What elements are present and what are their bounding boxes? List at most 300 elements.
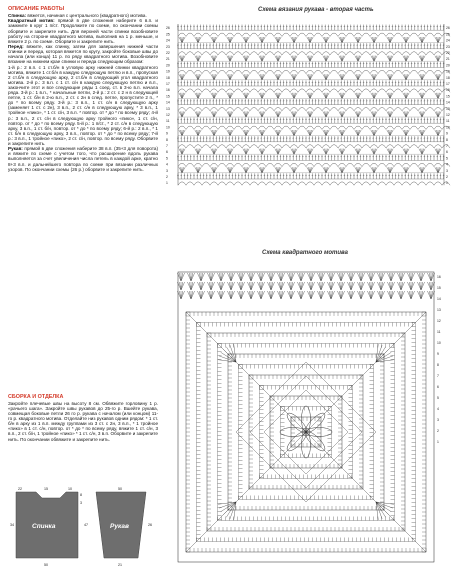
- fan-stitch: [411, 273, 413, 281]
- sleeve-row-number: 21: [166, 57, 170, 62]
- fan-stitch: [371, 291, 375, 299]
- fan-stitch: [249, 282, 251, 290]
- square-row-number: 1: [437, 440, 439, 444]
- fan-stitch: [339, 291, 341, 299]
- square-motif-body: [177, 272, 434, 562]
- fan-stitch: [421, 291, 423, 299]
- fan-stitch: [301, 282, 303, 290]
- square-row-number: 4: [437, 407, 439, 411]
- sleeve-row-number: 5: [446, 156, 448, 161]
- fan-stitch: [267, 291, 271, 299]
- sleeve-row-number: 14: [166, 100, 170, 105]
- sleeve-row-number: 12: [446, 113, 450, 117]
- fan-stitch: [367, 273, 371, 281]
- fan-stitch: [397, 291, 401, 299]
- fan-stitch: [329, 291, 331, 299]
- fan-stitch: [271, 291, 273, 299]
- fan-stitch: [209, 291, 211, 299]
- sleeve-row-number: 14: [446, 100, 450, 105]
- fan-stitch: [219, 273, 221, 281]
- fan-stitch: [221, 273, 223, 281]
- fan-stitch: [421, 282, 423, 290]
- sleeve-row-number: 11: [446, 119, 450, 124]
- fan-stitch: [251, 273, 255, 281]
- dim-9: 21: [118, 563, 122, 567]
- fan-stitch: [247, 282, 251, 290]
- sleeve-row: [178, 130, 444, 136]
- fan-stitch: [387, 291, 391, 299]
- fan-stitch: [401, 273, 405, 281]
- fan-stitch: [237, 282, 241, 290]
- square-row-numbers: [437, 275, 441, 444]
- fan-stitch: [299, 273, 301, 281]
- fan-stitch: [267, 273, 271, 281]
- fan-stitch: [331, 273, 333, 281]
- sleeve-paragraph: [8, 146, 158, 171]
- fan-stitch: [427, 273, 431, 281]
- fan-stitch: [219, 282, 221, 290]
- fan-stitch: [191, 273, 193, 281]
- fan-stitch: [301, 273, 305, 281]
- fan-stitch: [191, 282, 193, 290]
- fan-stitch: [219, 291, 221, 299]
- front-label: Перед:: [8, 44, 24, 50]
- sleeve-row-number: 1: [166, 181, 168, 186]
- fan-stitch: [351, 282, 355, 290]
- fan-stitch: [409, 282, 411, 290]
- fan-stitch: [207, 291, 211, 299]
- rows-paragraph: 1-й р.: 2 в.п. с 1 ст.б/н в угловую арку нижней спинки квадратного мотива, вяжите 1 ст.б/н в каждую следующую петлю и в.п., пропуская 2 ст.б/н в следующую арку, 2 ст.б/н в следующий угол квадратного мотива. 2-й р.: 3 в.п. с 1 ст. с/н в каждую следующую петлю и в.п., закончите этот и все следующие ряды 1 соед. ст. в 3-ю в.п. начала ряда. 3-й р.: 1 в.п., * начальные петли, 2-й р.: 2 ст. с 2 н в следующей петле, 1 ст. б/н в 2-ю в.п., 2 ст. с 2н в след. петле, пропустите 2 п., * до * по всему ряду. 3-й р.: 3 в.п., 1 ст. с/н в следующую арку (заменяет 1 ст. с 2н), 3 в.п., 2 ст. с/н в следующую арку, * 3 в.п., 1 тройное «пико», * 1 ст. с/н, 3 в.п. * повтор. от * до * по всему ряду; 4-й р.: 3 в.п., 2 ст. с/н в следующую арку тройного «пико», 1 ст. с/н, повтор. от * до * по всему ряду. 5-й р.: 1 п/ст., * 2 ст. с/н в следующую арку, 3 в.п., 1 ст. б/н, повтор. от * до * по всему ряду; 6-й р.: 2 в.п., * 1 ст. б/н в следующую арку, 3 в.п., повтор. от * до * по всему ряду; 7-й р.: 3 в.п., 1 тройное «пико», 2 ст. с/н, повтор. по всему ряду. Оборвите и закрепите нить.: [8, 65, 158, 146]
- fan-stitch: [349, 291, 351, 299]
- fan-stitch: [371, 291, 373, 299]
- sleeve-row-number: 24: [166, 38, 170, 43]
- fan-stitch: [287, 291, 291, 299]
- fan-stitch: [357, 273, 361, 281]
- sleeve-row: [178, 126, 450, 129]
- fan-stitch: [431, 282, 433, 290]
- fan-stitch: [409, 291, 411, 299]
- square-chart-title: Схема квадратного мотива: [262, 250, 348, 256]
- fan-stitch: [429, 291, 431, 299]
- fan-stitch: [201, 291, 203, 299]
- fan-stitch: [277, 291, 281, 299]
- fan-stitch: [239, 273, 241, 281]
- fan-stitch: [309, 273, 311, 281]
- sleeve-row: [178, 145, 450, 148]
- fan-stitch: [199, 282, 201, 290]
- fan-stitch: [421, 282, 425, 290]
- fan-stitch: [341, 282, 343, 290]
- corner-fan: [223, 502, 236, 515]
- fan-stitch: [267, 282, 271, 290]
- dim-2: 15: [44, 487, 48, 491]
- fan-stitch: [367, 291, 371, 299]
- fan-stitch: [207, 282, 211, 290]
- sleeve-row-number: 9: [166, 131, 168, 136]
- fan-stitch: [311, 273, 315, 281]
- sleeve-row: [178, 167, 444, 173]
- fan-stitch: [179, 291, 181, 299]
- fan-stitch: [221, 291, 223, 299]
- instructions-column: [8, 6, 158, 388]
- fan-stitch: [411, 291, 413, 299]
- fan-stitch: [181, 282, 185, 290]
- fan-stitch: [371, 282, 375, 290]
- dim-6: 3: [80, 501, 82, 505]
- sleeve-row-number: 25: [166, 32, 170, 37]
- fan-stitch: [251, 273, 253, 281]
- square-row-number: 6: [437, 385, 439, 389]
- fan-stitch: [361, 273, 363, 281]
- fan-stitch: [361, 282, 365, 290]
- fan-stitch: [231, 291, 233, 299]
- sleeve-row-number: 3: [166, 168, 168, 173]
- fan-stitch: [187, 291, 191, 299]
- sleeve-row-number: 26: [446, 26, 450, 31]
- sleeve-row-number: 24: [446, 38, 450, 43]
- fan-stitch: [331, 282, 335, 290]
- sleeve-row: [177, 136, 444, 142]
- fan-stitch: [351, 282, 353, 290]
- fan-stitch: [361, 273, 365, 281]
- square-row-number: 8: [437, 363, 439, 367]
- fan-stitch: [269, 273, 271, 281]
- sleeve-row-number: 2: [446, 175, 448, 179]
- fan-stitch: [431, 273, 433, 281]
- sleeve-chart-rows: [177, 24, 450, 185]
- fan-stitch: [317, 282, 321, 290]
- fan-stitch: [387, 282, 391, 290]
- sleeve-row: [177, 155, 444, 161]
- dim-5: 8: [80, 493, 82, 497]
- square-paragraph: [8, 18, 158, 43]
- fan-stitch: [237, 291, 241, 299]
- fan-stitch: [231, 282, 233, 290]
- fan-stitch: [229, 282, 231, 290]
- fan-stitch: [361, 291, 365, 299]
- fan-stitch: [241, 282, 243, 290]
- fan-stitch: [279, 282, 281, 290]
- sleeve-row-number: 25: [446, 32, 450, 37]
- fan-stitch: [207, 273, 211, 281]
- fan-stitch: [427, 282, 431, 290]
- fan-stitch: [189, 273, 191, 281]
- sleeve-row-number: 10: [446, 125, 450, 130]
- sleeve-row-number: 3: [446, 168, 448, 173]
- sleeve-row: [178, 37, 444, 43]
- fan-stitch: [407, 291, 411, 299]
- fan-stitch: [201, 282, 205, 290]
- fan-stitch: [211, 273, 215, 281]
- fan-stitch: [337, 291, 341, 299]
- fan-stitch: [369, 291, 371, 299]
- fan-stitch: [217, 273, 221, 281]
- fan-stitch: [271, 273, 273, 281]
- fan-stitch: [297, 273, 301, 281]
- fan-stitch: [237, 273, 241, 281]
- fan-stitch: [381, 282, 383, 290]
- fan-stitch: [217, 291, 221, 299]
- sleeve-row-number: 19: [446, 69, 450, 74]
- fan-stitch: [339, 273, 341, 281]
- fan-stitch: [351, 273, 355, 281]
- fan-stitch: [391, 273, 393, 281]
- fan-stitch: [347, 282, 351, 290]
- sleeve-row-numbers: [166, 26, 450, 185]
- fan-stitch: [379, 273, 381, 281]
- front-text: вяжите, как спинку, затем для завершения нижней части спинки и переда, которая вяжется по кругу, закройте боковые швы до начала (или конца) 11 р. по ряду квадратного мотива. Возобновите вязание на нижнем крае спинки и переда следующим образом:: [8, 44, 158, 65]
- fan-stitch: [289, 273, 291, 281]
- fan-stitch: [179, 282, 181, 290]
- sleeve-row: [177, 62, 444, 68]
- sleeve-row-number: 16: [166, 88, 170, 93]
- sleeve-row: [178, 74, 444, 80]
- fan-stitch: [369, 273, 371, 281]
- fan-stitch: [231, 273, 235, 281]
- fan-stitch: [241, 273, 243, 281]
- sleeve-row-number: 5: [166, 156, 168, 161]
- sleeve-row-number: 17: [166, 82, 170, 86]
- fan-stitch: [251, 291, 255, 299]
- fan-stitch: [209, 282, 211, 290]
- sleeve-row-number: 16: [446, 88, 450, 93]
- sleeve-row: [178, 89, 450, 92]
- fan-stitch: [289, 291, 291, 299]
- fan-stitch: [257, 291, 261, 299]
- fan-stitch: [221, 273, 225, 281]
- fan-stitch: [249, 273, 251, 281]
- sleeve-chart: [164, 18, 454, 192]
- fan-stitch: [389, 291, 391, 299]
- fan-stitch: [431, 291, 433, 299]
- sleeve-label: Рукав:: [8, 146, 23, 152]
- assembly-heading: СБОРКА И ОТДЕЛКА: [8, 394, 64, 400]
- fan-stitch: [221, 291, 225, 299]
- fan-stitch: [259, 282, 261, 290]
- fan-stitch: [307, 282, 311, 290]
- fan-stitch: [279, 291, 281, 299]
- fan-stitch: [241, 273, 245, 281]
- fan-stitch: [341, 291, 343, 299]
- sleeve-row-number: 15: [446, 94, 450, 99]
- fan-stitch: [229, 291, 231, 299]
- fan-stitch: [229, 273, 231, 281]
- fan-stitch: [347, 273, 351, 281]
- fan-stitch: [417, 273, 421, 281]
- fan-stitch: [417, 291, 421, 299]
- back-piece-label: Спинка: [32, 523, 56, 530]
- fan-stitch: [199, 273, 201, 281]
- fan-stitch: [251, 282, 253, 290]
- back-text: вяжется, начиная с центрального (квадратного) мотива.: [27, 12, 147, 18]
- fan-stitch: [271, 273, 275, 281]
- fan-stitch: [419, 273, 421, 281]
- fan-stitch: [357, 282, 361, 290]
- sleeve-row-number: 15: [166, 94, 170, 99]
- sleeve-row-number: 26: [166, 26, 170, 31]
- fan-stitch: [321, 291, 323, 299]
- fan-stitch: [201, 273, 205, 281]
- fan-stitch: [201, 282, 203, 290]
- dim-3: 22: [18, 487, 22, 491]
- fan-stitch: [311, 282, 315, 290]
- fan-stitch: [311, 273, 313, 281]
- sleeve-row-number: 13: [446, 106, 450, 111]
- sleeve-row-number: 17: [446, 82, 450, 86]
- fan-stitch: [419, 282, 421, 290]
- fan-stitch: [201, 273, 203, 281]
- sleeve-row-number: 7: [446, 144, 448, 148]
- fan-stitch: [331, 273, 335, 281]
- square-row-number: 2: [437, 429, 439, 433]
- sleeve-row-number: 2: [166, 175, 168, 179]
- fan-stitch: [327, 282, 331, 290]
- dim-0: 50: [44, 563, 48, 567]
- sleeve-row: [178, 111, 444, 117]
- work-description-heading: ОПИСАНИЕ РАБОТЫ: [8, 6, 65, 12]
- sleeve-row: [177, 25, 444, 31]
- corner-fan: [223, 349, 236, 362]
- fan-stitch: [297, 282, 301, 290]
- fan-stitch: [269, 282, 271, 290]
- fan-stitch: [301, 291, 303, 299]
- fan-stitch: [321, 273, 323, 281]
- fan-stitch: [351, 291, 355, 299]
- fan-stitch: [181, 273, 185, 281]
- dim-8: 47: [84, 523, 88, 527]
- fan-stitch: [209, 273, 211, 281]
- fan-stitch: [241, 291, 245, 299]
- fan-stitch: [199, 291, 201, 299]
- fan-stitch: [361, 282, 363, 290]
- fan-stitch: [301, 273, 303, 281]
- fan-stitch: [189, 282, 191, 290]
- sleeve-row-number: 18: [446, 75, 450, 80]
- fan-stitch: [347, 291, 351, 299]
- fan-stitch: [331, 291, 335, 299]
- fan-stitch: [329, 273, 331, 281]
- fan-stitch: [337, 282, 341, 290]
- fan-stitch: [197, 273, 201, 281]
- fan-stitch: [307, 291, 311, 299]
- back-label: Спинка:: [8, 12, 27, 18]
- fan-stitch: [281, 291, 285, 299]
- fan-stitch: [231, 282, 235, 290]
- sleeve-row: [178, 52, 450, 55]
- fan-stitch: [269, 291, 271, 299]
- fan-stitch: [327, 273, 331, 281]
- sleeve-row: [178, 182, 450, 185]
- sleeve-row-number: 13: [166, 106, 170, 111]
- fan-stitch: [407, 282, 411, 290]
- fan-stitch: [337, 273, 341, 281]
- assembly-text: Закройте плечевые швы на высоту 8 см. Обвяжите горловину 1 р. «рачьего шага». Закройте швы рукавов до 25-го р. Вшейте рукава, совмещая боковые петли 26 го р. рукава с началом (или концом) 11-го р. квадратного мотива. Отделайте низ рукавов одним рядом: * 1 ст. б/н в арку из 1 в.п. между группами из 3 ст. с 2н, 3 в.п., * 1 тройное «пико» в 1 ст. с/н, повтор. от * до * по всему ряду, вяжите 1 ст. с/н, 3 в.п., 2 ст. б/н, 1 тройное «пико» * 1 ст. с/н, 3 в.п. Оборвите и закрепите нить. По окончании обвяжите и закрепите нить.: [8, 401, 158, 442]
- fan-stitch: [359, 273, 361, 281]
- fan-stitch: [249, 291, 251, 299]
- fan-stitch: [221, 282, 223, 290]
- fan-stitch: [299, 282, 301, 290]
- pattern-pieces: [6, 482, 158, 568]
- fan-stitch: [261, 291, 263, 299]
- fan-stitch: [349, 273, 351, 281]
- fan-stitch: [231, 273, 233, 281]
- assembly-column: [8, 392, 158, 482]
- fan-stitch: [417, 282, 421, 290]
- fan-stitch: [407, 273, 411, 281]
- sleeve-row-number: 8: [166, 137, 168, 142]
- square-row-number: 15: [437, 286, 441, 290]
- fan-stitch: [317, 291, 321, 299]
- fan-stitch: [319, 291, 321, 299]
- fan-stitch: [311, 291, 315, 299]
- fan-stitch: [227, 273, 231, 281]
- fan-stitch: [389, 273, 391, 281]
- fan-stitch: [389, 282, 391, 290]
- fan-stitch: [357, 291, 361, 299]
- sleeve-row: [177, 118, 444, 124]
- fan-stitch: [227, 291, 231, 299]
- square-motif-chart: [164, 262, 454, 568]
- fan-stitch: [349, 282, 351, 290]
- sleeve-row-number: 12: [166, 113, 170, 117]
- fan-stitch: [331, 291, 333, 299]
- fan-stitch: [339, 282, 341, 290]
- sleeve-row-number: 20: [446, 63, 450, 68]
- fan-stitch: [309, 282, 311, 290]
- dim-7: 26: [148, 523, 152, 527]
- sleeve-row-number: 19: [166, 69, 170, 74]
- square-row-number: 16: [437, 275, 441, 279]
- sleeve-row-number: 23: [446, 44, 450, 49]
- corner-fan: [376, 502, 389, 515]
- sleeve-row: [178, 149, 444, 155]
- fan-stitch: [191, 273, 195, 281]
- fan-stitch: [309, 291, 311, 299]
- fan-stitch: [277, 282, 281, 290]
- fan-stitch: [211, 273, 213, 281]
- sleeve-row: [177, 80, 444, 86]
- sleeve-row-number: 18: [166, 75, 170, 80]
- fan-stitch: [311, 291, 313, 299]
- fan-stitch: [261, 282, 263, 290]
- fan-stitch: [291, 282, 293, 290]
- fan-stitch: [217, 282, 221, 290]
- square-row-number: 5: [437, 396, 439, 400]
- fan-stitch: [291, 291, 293, 299]
- sleeve-row-number: 7: [166, 144, 168, 148]
- sleeve-row: [178, 93, 444, 99]
- fan-stitch: [279, 273, 281, 281]
- fan-stitch: [257, 282, 261, 290]
- square-row-number: 14: [437, 297, 441, 301]
- fan-stitch: [401, 291, 403, 299]
- fan-stitch: [181, 273, 183, 281]
- fan-stitch: [421, 291, 425, 299]
- fan-stitch: [201, 291, 205, 299]
- fan-stitch: [191, 282, 195, 290]
- fan-stitch: [361, 291, 363, 299]
- sleeve-chart-title: Схема вязания рукава - вторая часть: [258, 7, 374, 13]
- fan-stitch: [289, 282, 291, 290]
- fan-stitch: [197, 282, 201, 290]
- fan-stitch: [277, 273, 281, 281]
- fan-stitch: [419, 291, 421, 299]
- sleeve-row: [178, 33, 450, 36]
- sleeve-row-number: 11: [166, 119, 170, 124]
- fan-stitch: [391, 282, 393, 290]
- fan-stitch: [241, 282, 245, 290]
- square-row-number: 12: [437, 319, 441, 323]
